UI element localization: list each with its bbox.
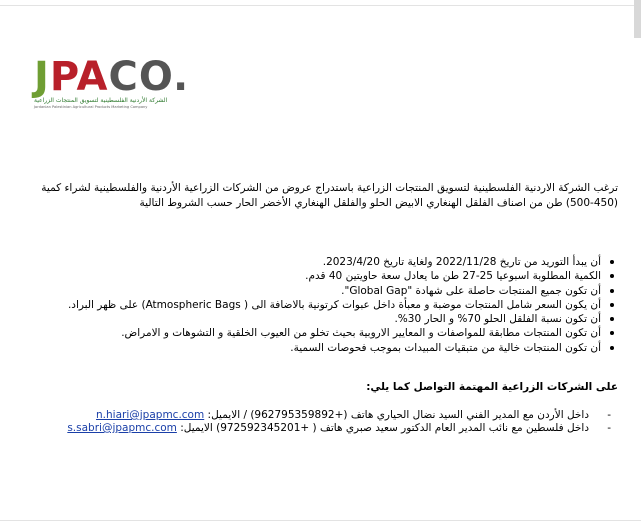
list-item: الكمية المطلوبة اسبوعيا 25-27 طن ما يعادل سعة حاويتين 40 قدم. bbox=[11, 269, 601, 283]
contact-jordan bbox=[0, 409, 589, 422]
email-link-palestine[interactable]: s.sabri@jpapmc.com bbox=[67, 422, 177, 434]
logo-arabic-name: الشركة الأردنية الفلسطينية لتسويق المنتجات الزراعية bbox=[34, 97, 168, 104]
contact-palestine bbox=[0, 422, 589, 435]
email-link-jordan[interactable]: n.hiari@jpapmc.com bbox=[96, 409, 205, 421]
logo-english-name: Jordanian Palestinian Agricultural Products Marketing Company bbox=[34, 105, 148, 109]
scrollbar[interactable] bbox=[634, 0, 641, 38]
list-item: أن تكون جميع المنتجات حاصلة على شهادة "Global Gap". bbox=[11, 284, 601, 298]
contacts-list bbox=[0, 409, 609, 435]
logo-letters-co: CO. bbox=[108, 54, 190, 100]
list-item: أن يبدأ التوريد من تاريخ 2022/11/28 ولغاية تاريخ 2023/4/20. bbox=[11, 255, 601, 269]
logo-letters-pa: PA bbox=[49, 54, 109, 100]
contact-jordan-text: داخل الأردن مع المدير الفني السيد نضال الحياري هاتف (+962795359892) / الايميل: bbox=[204, 409, 589, 421]
list-item: أن تكون المنتجات خالية من متبقيات المبيدات بموجب فحوصات السمية. bbox=[11, 341, 601, 355]
company-logo bbox=[34, 55, 194, 109]
intro-paragraph: ترغب الشركة الاردنية الفلسطينية لتسويق المنتجات الزراعية باستدراج عروض من الشركات الزراعية الأردنية والفلسطينية لشراء كمية (450-500) طن من اصناف الفلقل الهنغاري الابيض الحلو والفلقل الهنغاري الأخضر الحار حسب الشروط التالية bbox=[41, 182, 618, 209]
list-item: أن تكون نسبة الفلقل الحلو 70% و الحار 30%. bbox=[11, 312, 601, 326]
logo-letter-j: J bbox=[34, 54, 50, 100]
top-border bbox=[0, 5, 641, 6]
list-item: أن يكون السعر شامل المنتجات موضبة و معبأة داخل عبوات كرتونية بالاضافة الى ( Atmospheric Bags) على ظهر البراد. bbox=[11, 298, 601, 312]
logo-wordmark bbox=[34, 55, 194, 99]
list-item: أن تكون المنتجات مطابقة للمواصفات و المعايير الاروبية بحيث تخلو من العيوب الخلقية و التشوهات و الامراض. bbox=[11, 326, 601, 340]
bottom-border bbox=[0, 520, 641, 521]
contact-palestine-text: داخل فلسطين مع نائب المدير العام الدكتور سعيد صبري هاتف ( +972592345201) الايميل: bbox=[176, 422, 589, 434]
contact-heading: على الشركات الزراعية المهتمة التواصل كما يلي: bbox=[366, 381, 618, 393]
conditions-list bbox=[11, 255, 618, 355]
